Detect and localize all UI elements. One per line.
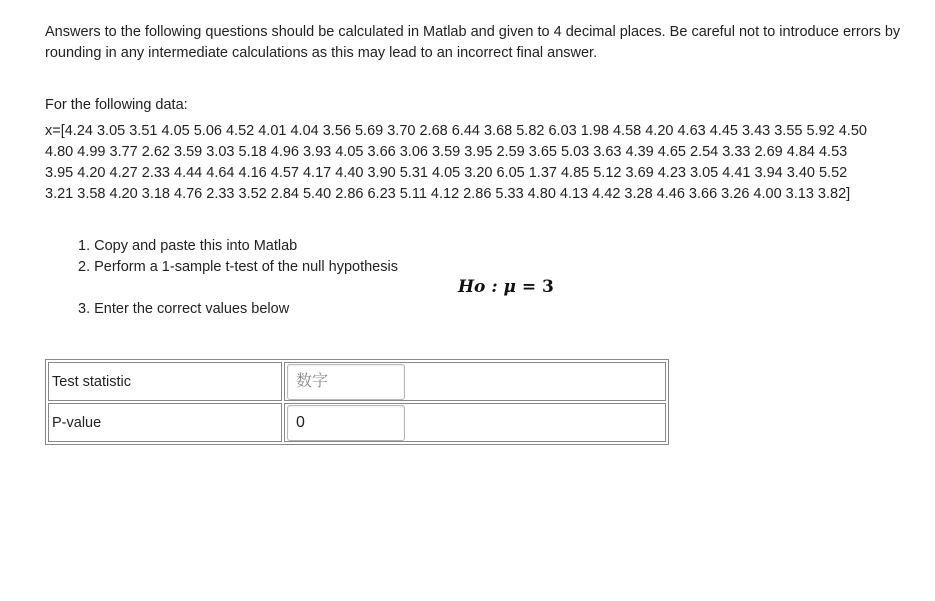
test-statistic-label: Test statistic: [48, 362, 282, 401]
step-item: 2. Perform a 1-sample t-test of the null hypothesis: [78, 259, 398, 275]
table-row: [48, 403, 666, 442]
data-line: x=[4.24 3.05 3.51 4.05 5.06 4.52 4.01 4.04 3.56 5.69 3.70 2.68 6.44 3.68 5.82 6.03 1.98 4.58 4.20 4.63 4.45 3.43 3.55 5.92 4.50: [45, 123, 867, 139]
answer-cell: [284, 362, 666, 401]
data-intro-text: For the following data:: [45, 97, 188, 113]
answer-cell: [284, 403, 666, 442]
p-value-input[interactable]: [287, 405, 405, 441]
table-row: [48, 362, 666, 401]
test-statistic-input[interactable]: [287, 364, 405, 400]
hypothesis-lhs: Ho : μ =: [458, 277, 543, 297]
data-line: 3.95 4.20 4.27 2.33 4.44 4.64 4.16 4.57 4.17 4.40 3.90 5.31 4.05 3.20 6.05 1.37 4.85 5.12 3.69 4.23 3.05 4.41 3.94 3.40 5.52: [45, 165, 848, 181]
null-hypothesis-equation: [458, 277, 554, 297]
data-vector: [45, 121, 925, 205]
p-value-label: P-value: [48, 403, 282, 442]
instructions-text: Answers to the following questions should be calculated in Matlab and given to 4 decimal places. Be careful not to introduce errors by rounding in any intermediate calculations as this may lead to an incorrect final answer.: [45, 24, 901, 61]
data-line: 4.80 4.99 3.77 2.62 3.59 3.03 5.18 4.96 3.93 4.05 3.66 3.06 3.59 3.95 2.59 3.65 5.03 3.63 4.39 4.65 2.54 3.33 2.69 4.84 4.53: [45, 144, 848, 160]
steps-list: [78, 236, 398, 278]
step-item: 3. Enter the correct values below: [78, 301, 290, 317]
answer-table: [45, 359, 669, 445]
step-item: 1. Copy and paste this into Matlab: [78, 238, 298, 254]
data-line: 3.21 3.58 4.20 3.18 4.76 2.33 3.52 2.84 5.40 2.86 6.23 5.11 4.12 2.86 5.33 4.80 4.13 4.42 3.28 4.46 3.66 3.26 4.00 3.13 3.82]: [45, 186, 851, 202]
hypothesis-value: 3: [542, 277, 554, 297]
